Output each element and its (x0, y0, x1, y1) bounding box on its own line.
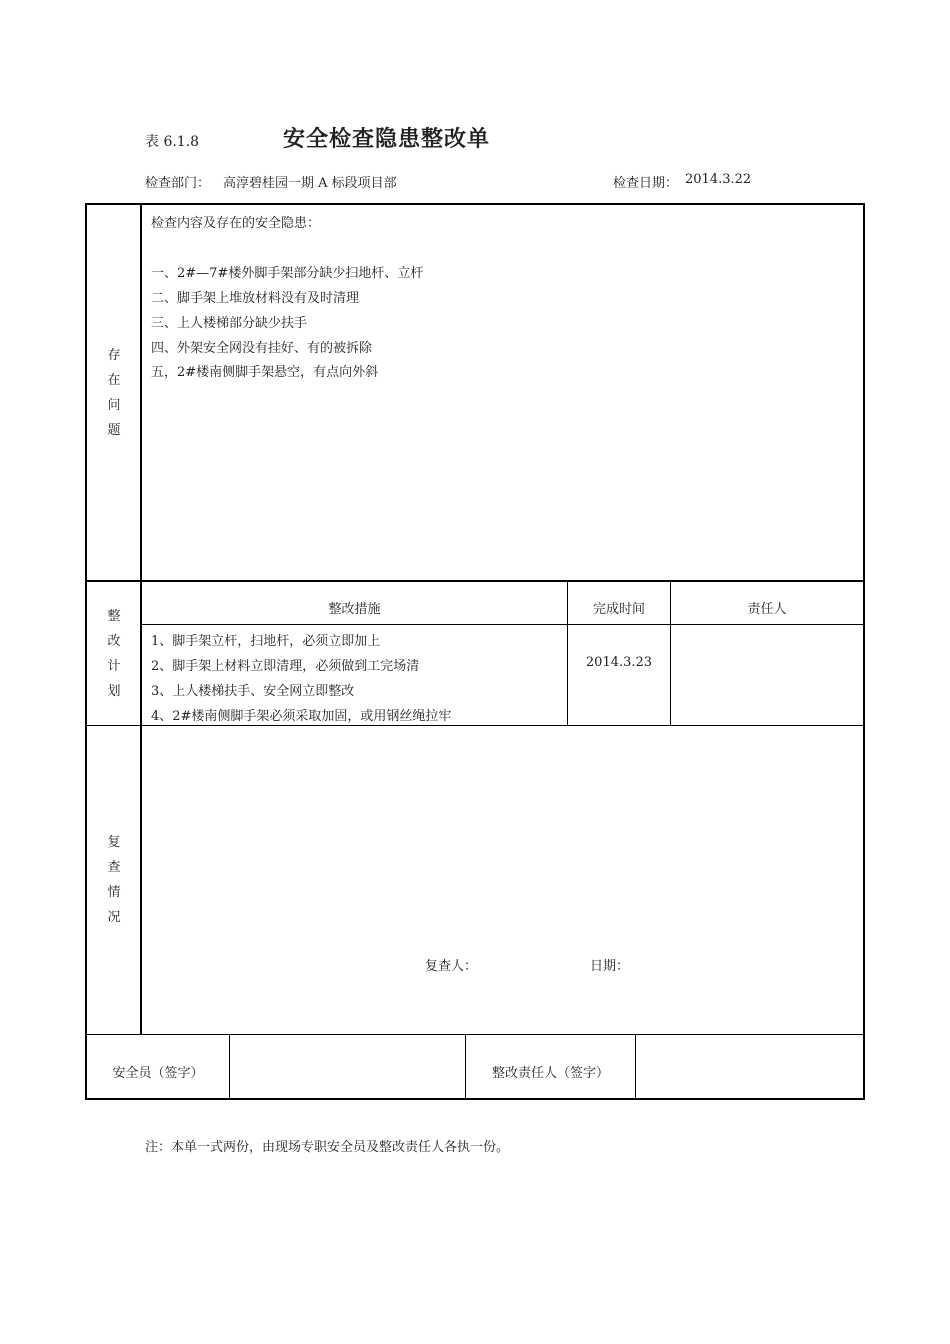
problems-label-char: 题 (107, 423, 121, 438)
responsible-sign-label: 整改责任人（签字） (491, 1066, 609, 1081)
review-label-char: 复 (107, 835, 121, 850)
completion-time-value: 2014.3.23 (585, 655, 653, 670)
plan-label-char: 划 (107, 684, 121, 699)
plan-label-char: 计 (107, 659, 121, 674)
plan-label-char: 整 (107, 609, 121, 624)
reviewer-label: 复查人： (425, 959, 478, 974)
problem-item: 五，2#楼南侧脚手架悬空，有点向外斜 (151, 365, 379, 380)
table-border-top (85, 203, 865, 205)
row-divider-1 (85, 580, 865, 582)
problems-label-char: 问 (107, 398, 121, 413)
row-divider-2 (85, 725, 865, 726)
footnote: 注：本单一式两份，由现场专职安全员及整改责任人各执一份。 (145, 1140, 510, 1155)
problems-heading: 检查内容及存在的安全隐患： (151, 216, 321, 231)
plan-label-char: 改 (107, 634, 121, 649)
date-label: 检查日期： (613, 176, 679, 191)
review-label (86, 830, 142, 930)
review-label-char: 情 (107, 885, 121, 900)
col-header-measures: 整改措施 (328, 602, 381, 617)
problems-label-char: 存 (107, 348, 121, 363)
measure-item: 1、脚手架立杆，扫地杆，必须立即加上 (151, 634, 381, 649)
problem-item: 四、外架安全网没有挂好、有的被拆除 (151, 341, 373, 356)
problems-label-char: 在 (107, 373, 121, 388)
review-label-char: 况 (107, 910, 121, 925)
measure-item: 3、上人楼梯扶手、安全网立即整改 (151, 684, 355, 699)
table-border-bottom (85, 1098, 865, 1100)
problem-item: 一、2#—7#楼外脚手架部分缺少扫地杆、立杆 (151, 266, 424, 281)
review-label-char: 查 (107, 860, 121, 875)
measure-item: 4、2#楼南侧脚手架必须采取加固，或用钢丝绳拉牢 (151, 709, 452, 724)
dept-label: 检查部门： (145, 176, 211, 191)
measure-item: 2、脚手架上材料立即清理，必须做到工完场清 (151, 659, 420, 674)
col-header-person: 责任人 (747, 602, 787, 617)
table-number: 表 6.1.8 (145, 134, 200, 150)
sign-col-divider-1 (229, 1034, 230, 1099)
plan-label (86, 604, 142, 704)
problems-label (86, 343, 142, 443)
row-divider-plan-header (141, 624, 865, 625)
problem-item: 二、脚手架上堆放材料没有及时清理 (151, 291, 360, 306)
sign-col-divider-3 (635, 1034, 636, 1099)
page-title: 安全检查隐患整改单 (283, 127, 491, 152)
row-divider-3 (85, 1034, 865, 1035)
date-value: 2014.3.22 (685, 172, 752, 187)
safety-officer-sign-label: 安全员（签字） (112, 1066, 204, 1081)
review-date-label: 日期： (590, 959, 630, 974)
dept-value: 高淳碧桂园一期 A 标段项目部 (223, 176, 397, 191)
table-border-right (863, 203, 865, 1100)
problem-item: 三、上人楼梯部分缺少扶手 (151, 316, 308, 331)
col-header-time: 完成时间 (592, 602, 645, 617)
